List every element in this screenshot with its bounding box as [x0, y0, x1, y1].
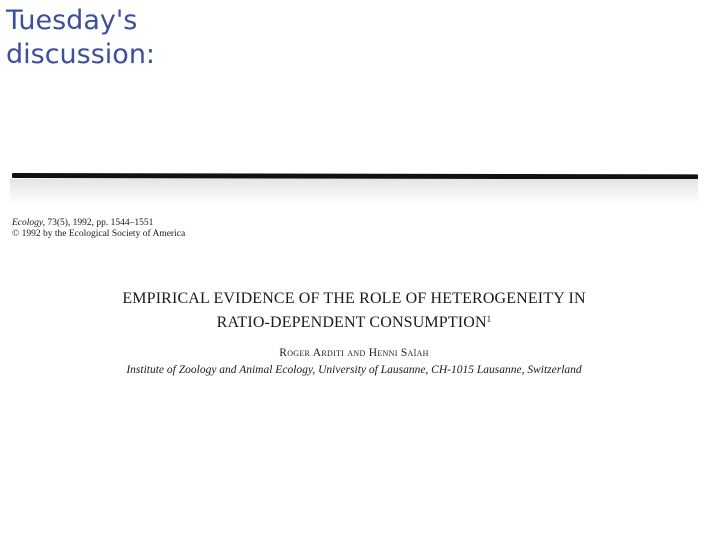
journal-name: Ecology,	[12, 218, 45, 228]
paper-title-line-2-text: RATIO-DEPENDENT CONSUMPTION	[216, 314, 487, 331]
title-footnote-mark: 1	[486, 314, 492, 324]
paper-title-line-2	[8, 309, 700, 333]
journal-info	[12, 218, 185, 240]
journal-citation: Ecology, 73(5), 1992, pp. 1544–1551	[12, 218, 154, 228]
paper-authors: Roger Arditi and Henni Saïah	[279, 347, 429, 359]
slide-title-line-2: discussion:	[6, 39, 156, 70]
scanned-paper-header	[8, 158, 700, 380]
paper-title-line-1: EMPIRICAL EVIDENCE OF THE ROLE OF HETEROGENEITY IN	[122, 290, 586, 307]
paper-affiliation: Institute of Zoology and Animal Ecology, University of Lausanne, CH-1015 Lausanne, Switzerland	[126, 364, 582, 376]
slide-title	[6, 4, 155, 72]
header-rule-shadow	[10, 179, 698, 205]
journal-copyright: © 1992 by the Ecological Society of America	[12, 229, 186, 239]
slide-title-line-1: Tuesday's	[6, 5, 138, 36]
paper-title	[8, 289, 700, 333]
